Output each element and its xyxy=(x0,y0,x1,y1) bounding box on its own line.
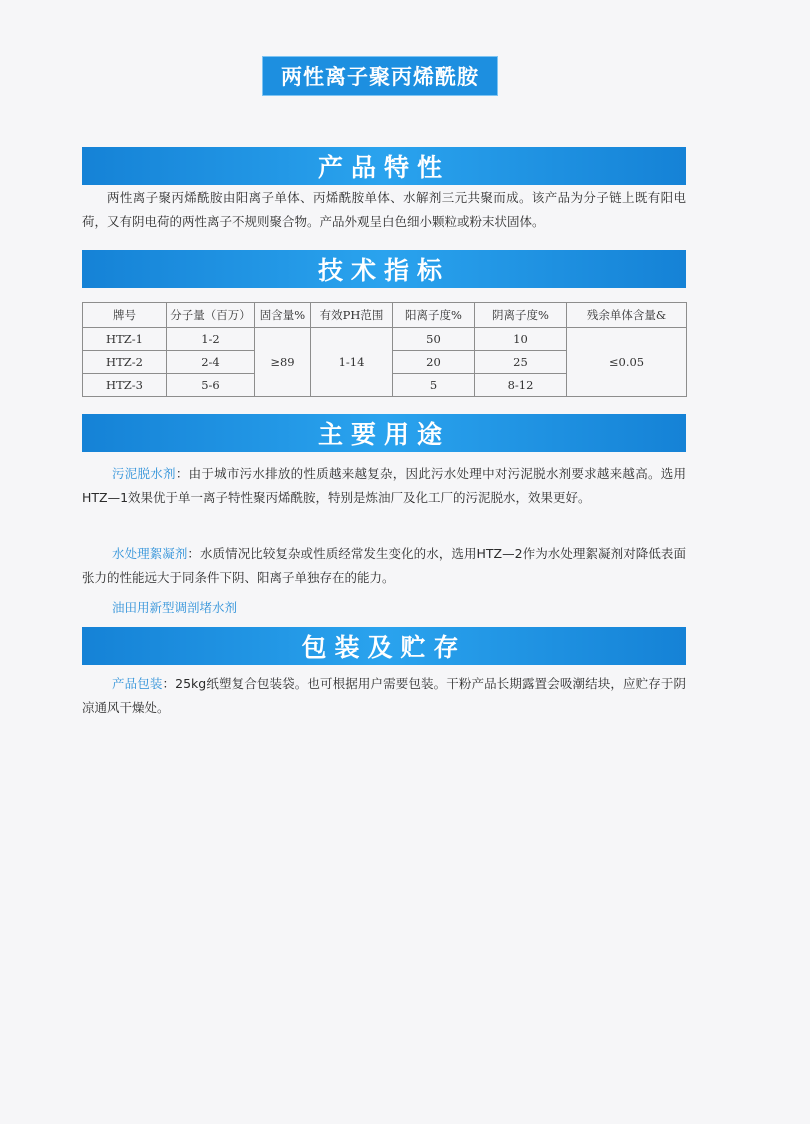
section-banner-features: 产品特性 xyxy=(82,147,686,185)
uses-paragraph-flocculant xyxy=(82,542,686,590)
packaging-paragraph xyxy=(82,672,686,720)
table-cell-ph: 1-14 xyxy=(311,328,393,397)
table-cell-anion: 25 xyxy=(475,351,567,374)
packaging-label: 产品包装 xyxy=(112,676,163,691)
table-cell-cation: 5 xyxy=(393,374,475,397)
table-cell-mw: 5-6 xyxy=(167,374,255,397)
packaging-text: ：25kg纸塑复合包装袋。也可根据用户需要包装。干粉产品长期露置会吸潮结块，应贮存于阴凉通风干燥处。 xyxy=(82,676,686,715)
table-row xyxy=(83,328,687,351)
table-header: 残余单体含量& xyxy=(567,303,687,328)
spec-table xyxy=(82,302,687,397)
uses-text-flocculant: ：水质情况比较复杂或性质经常发生变化的水，选用HTZ—2作为水处理絮凝剂对降低表面张力的性能远大于同条件下阴、阳离子单独存在的能力。 xyxy=(82,546,686,585)
table-header: 固含量% xyxy=(255,303,311,328)
table-cell-residual: ≤0.05 xyxy=(567,328,687,397)
table-header: 牌号 xyxy=(83,303,167,328)
table-cell-brand: HTZ-3 xyxy=(83,374,167,397)
table-header-row xyxy=(83,303,687,328)
section-banner-specs: 技术指标 xyxy=(82,250,686,288)
table-cell-cation: 20 xyxy=(393,351,475,374)
uses-label-flocculant: 水处理絮凝剂 xyxy=(112,546,188,561)
table-cell-brand: HTZ-1 xyxy=(83,328,167,351)
section-banner-packaging: 包装及贮存 xyxy=(82,627,686,665)
table-header: 有效PH范围 xyxy=(311,303,393,328)
table-header: 阴离子度% xyxy=(475,303,567,328)
features-paragraph: 两性离子聚丙烯酰胺由阳离子单体、丙烯酰胺单体、水解剂三元共聚而成。该产品为分子链上既有阳电荷，又有阴电荷的两性离子不规则聚合物。产品外观呈白色细小颗粒或粉末状固体。 xyxy=(82,190,686,229)
table-cell-solid: ≥89 xyxy=(255,328,311,397)
document-title: 两性离子聚丙烯酰胺 xyxy=(262,56,498,96)
table-cell-mw: 2-4 xyxy=(167,351,255,374)
uses-text-sludge: ：由于城市污水排放的性质越来越复杂，因此污水处理中对污泥脱水剂要求越来越高。选用HTZ—1效果优于单一离子特性聚丙烯酰胺，特别是炼油厂及化工厂的污泥脱水，效果更好。 xyxy=(82,466,686,505)
table-header: 阳离子度% xyxy=(393,303,475,328)
uses-label-sludge: 污泥脱水剂 xyxy=(112,466,176,481)
table-cell-anion: 10 xyxy=(475,328,567,351)
section-banner-uses: 主要用途 xyxy=(82,414,686,452)
table-cell-brand: HTZ-2 xyxy=(83,351,167,374)
table-cell-cation: 50 xyxy=(393,328,475,351)
table-cell-mw: 1-2 xyxy=(167,328,255,351)
table-header: 分子量（百万） xyxy=(167,303,255,328)
uses-item-oilfield: 油田用新型调剖堵水剂 xyxy=(112,600,238,615)
uses-paragraph-sludge xyxy=(82,462,686,510)
table-cell-anion: 8-12 xyxy=(475,374,567,397)
